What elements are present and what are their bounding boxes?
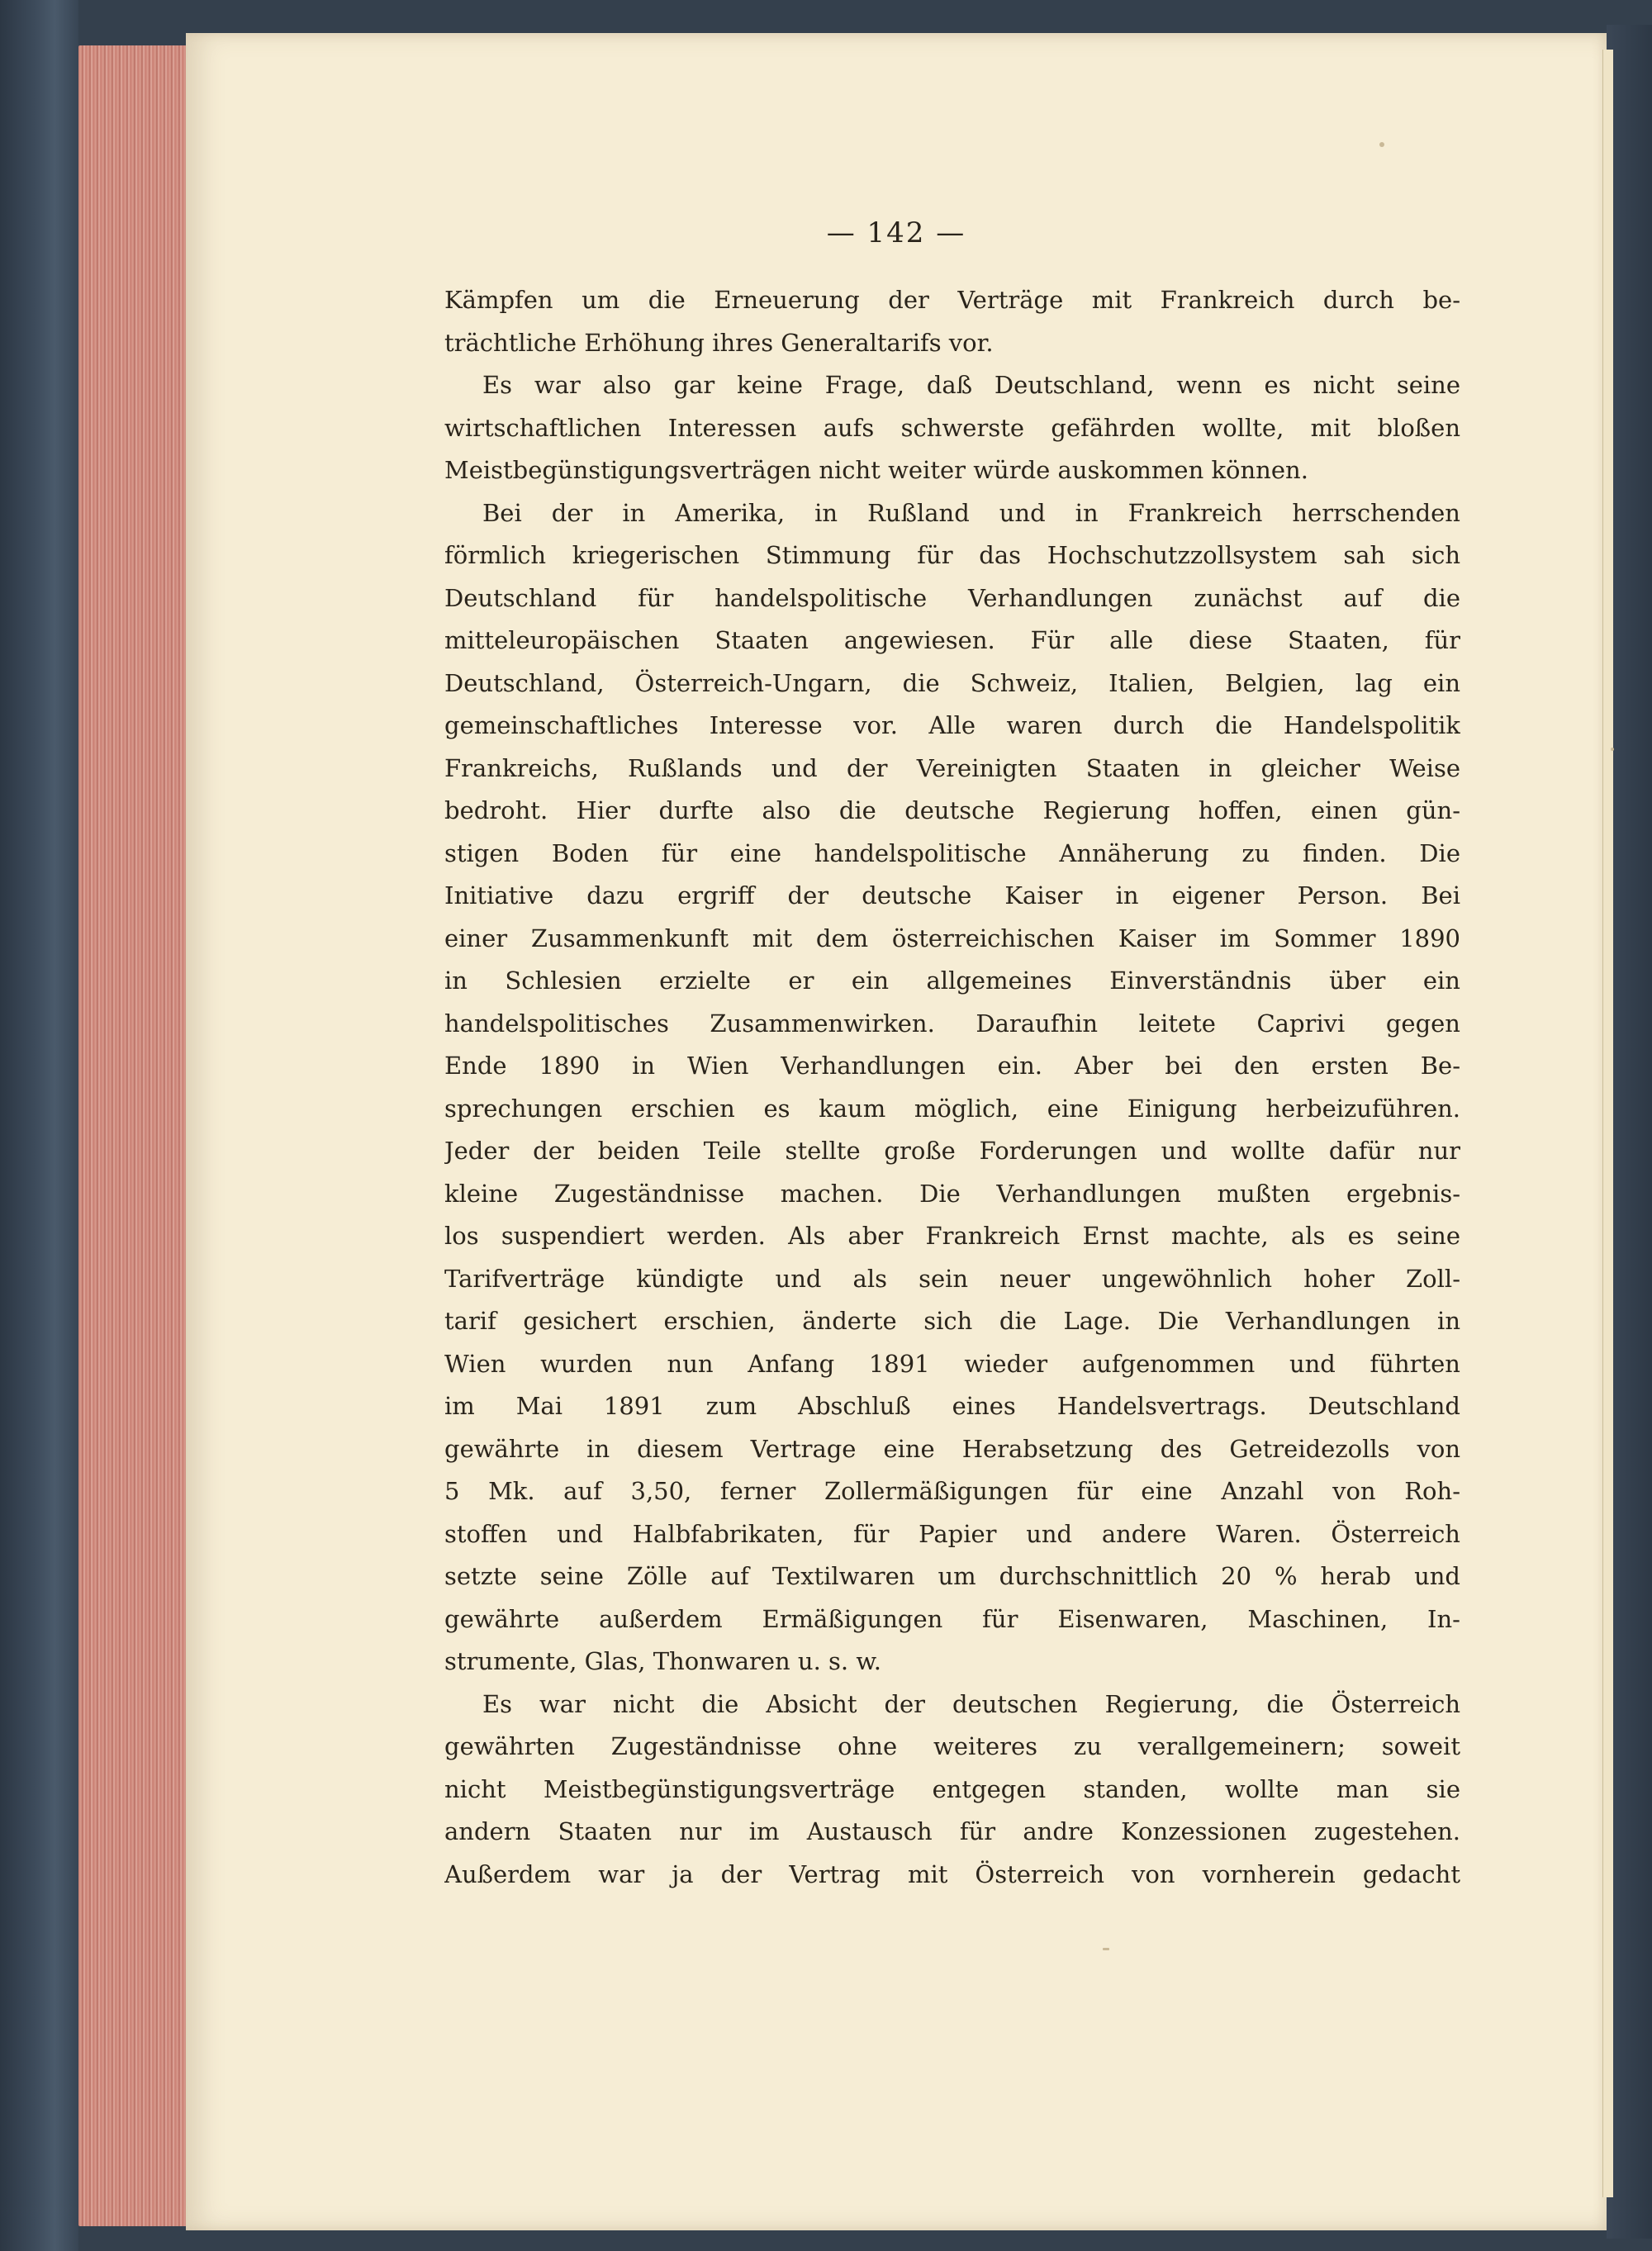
text-line: gewährte in diesem Vertrage eine Herabsetzung des Getreidezolls von <box>444 1434 1460 1463</box>
book-cover-cloth <box>0 0 78 2251</box>
text-line: einer Zusammenkunft mit dem österreichischen Kaiser im Sommer 1890 <box>444 924 1460 952</box>
text-line: gewährte außerdem Ermäßigungen für Eisenwaren, Maschinen, In- <box>444 1604 1460 1633</box>
text-line: trächtliche Erhöhung ihres Generaltarifs vor. <box>444 328 994 357</box>
text-line: gemeinschaftliches Interesse vor. Alle waren durch die Handelspolitik <box>444 711 1460 739</box>
body-text <box>444 279 1460 1896</box>
text-line: kleine Zugeständnisse machen. Die Verhandlungen mußten ergebnis- <box>444 1179 1460 1208</box>
text-line: Wien wurden nun Anfang 1891 wieder aufgenommen und führten <box>444 1349 1460 1378</box>
text-line: Deutschland, Österreich-Ungarn, die Schweiz, Italien, Belgien, lag ein <box>444 668 1460 697</box>
facing-page-edge <box>1602 50 1613 2197</box>
text-line: Es war also gar keine Frage, daß Deutschland, wenn es nicht seine <box>482 371 1460 399</box>
text-line: im Mai 1891 zum Abschluß eines Handelsvertrags. Deutschland <box>444 1392 1460 1420</box>
text-line: sprechungen erschien es kaum möglich, eine Einigung herbeizuführen. <box>444 1094 1460 1123</box>
text-line: in Schlesien erzielte er ein allgemeines Einverständnis über ein <box>444 966 1460 995</box>
text-line: andern Staaten nur im Austausch für andre Konzessionen zugestehen. <box>444 1817 1460 1845</box>
text-line: stigen Boden für eine handelspolitische Annäherung zu finden. Die <box>444 838 1460 867</box>
text-line: handelspolitisches Zusammenwirken. Daraufhin leitete Caprivi gegen <box>444 1009 1460 1038</box>
paper-speck <box>1611 748 1614 751</box>
text-line: Initiative dazu ergriff der deutsche Kaiser in eigener Person. Bei <box>444 881 1460 909</box>
text-line: nicht Meistbegünstigungsverträge entgegen standen, wollte man sie <box>444 1774 1460 1803</box>
text-line: mitteleuropäischen Staaten angewiesen. Für alle diese Staaten, für <box>444 626 1460 654</box>
text-line: los suspendiert werden. Als aber Frankreich Ernst machte, als es seine <box>444 1222 1460 1250</box>
text-line: Außerdem war ja der Vertrag mit Österreich von vornherein gedacht <box>444 1859 1460 1888</box>
text-line: strumente, Glas, Thonwaren u. s. w. <box>444 1647 881 1675</box>
text-line: Jeder der beiden Teile stellte große Forderungen und wollte dafür nur <box>444 1137 1460 1165</box>
text-line: gewährten Zugeständnisse ohne weiteres zu verallgemeinern; soweit <box>444 1732 1460 1760</box>
paper-speck <box>1103 1948 1109 1950</box>
paper-speck <box>1379 142 1384 147</box>
text-line: förmlich kriegerischen Stimmung für das Hochschutzzollsystem sah sich <box>444 541 1460 569</box>
text-line: Kämpfen um die Erneuerung der Verträge mit Frankreich durch be- <box>444 286 1460 314</box>
text-line: Tarifverträge kündigte und als sein neuer ungewöhnlich hoher Zoll- <box>444 1264 1460 1293</box>
text-line: tarif gesichert erschien, änderte sich die Lage. Die Verhandlungen in <box>444 1307 1460 1335</box>
text-line: Ende 1890 in Wien Verhandlungen ein. Aber bei den ersten Be- <box>444 1052 1460 1080</box>
text-line: Frankreichs, Rußlands und der Vereinigten Staaten in gleicher Weise <box>444 753 1460 782</box>
book-cover-right <box>1607 25 1652 2239</box>
page-number: — 142 — <box>826 216 966 249</box>
text-line: Meistbegünstigungsverträgen nicht weiter würde auskommen können. <box>444 456 1308 484</box>
text-line: Bei der in Amerika, in Rußland und in Frankreich herrschenden <box>482 498 1460 527</box>
page-edges <box>78 45 194 2226</box>
text-line: bedroht. Hier durfte also die deutsche Regierung hoffen, einen gün- <box>444 796 1460 824</box>
text-line: Es war nicht die Absicht der deutschen Regierung, die Österreich <box>482 1689 1460 1718</box>
text-line: stoffen und Halbfabrikaten, für Papier und andere Waren. Österreich <box>444 1519 1460 1548</box>
text-line: Deutschland für handelspolitische Verhandlungen zunächst auf die <box>444 583 1460 612</box>
text-line: wirtschaftlichen Interessen aufs schwerste gefährden wollte, mit bloßen <box>444 413 1460 442</box>
text-line: 5 Mk. auf 3,50, ferner Zollermäßigungen für eine Anzahl von Roh- <box>444 1477 1460 1505</box>
text-line: setzte seine Zölle auf Textilwaren um durchschnittlich 20 % herab und <box>444 1562 1460 1590</box>
